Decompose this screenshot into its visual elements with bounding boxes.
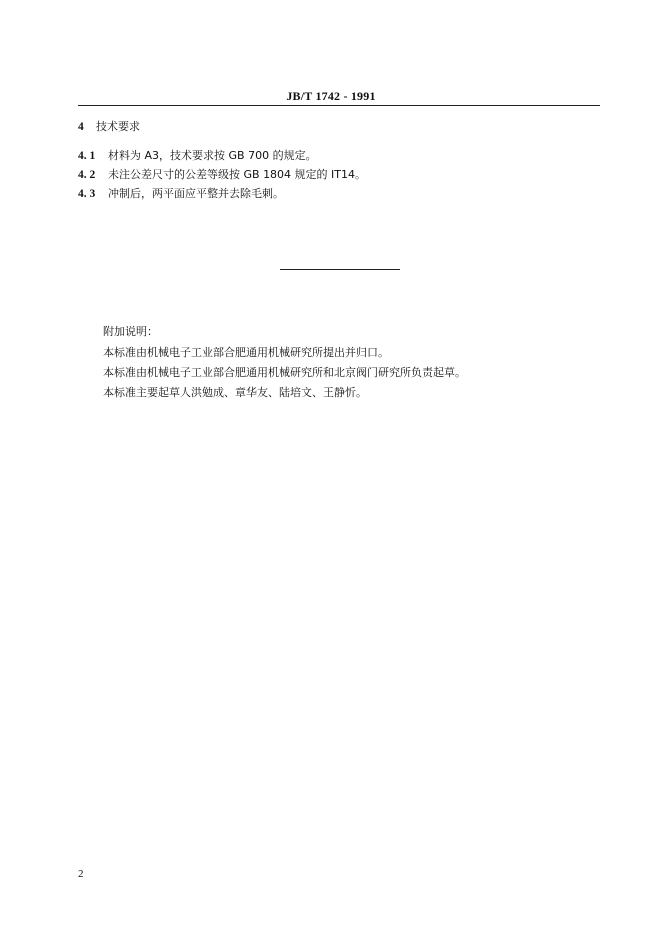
section-heading [78,119,140,134]
notes-line: 本标准由机械电子工业部合肥通用机械研究所和北京阀门研究所负责起草。 [103,366,466,379]
clause-4-1 [78,148,317,163]
notes-line: 本标准由机械电子工业部合肥通用机械研究所提出并归口。 [103,346,389,359]
clause-text: 材料为 A3，技术要求按 GB 700 的规定。 [108,149,317,162]
section-number: 4 [78,121,84,133]
page-number: 2 [78,868,84,880]
clause-number: 4. 3 [78,188,96,200]
clause-number: 4. 2 [78,169,96,181]
header-divider [78,105,600,106]
section-title: 技术要求 [96,120,140,133]
notes-heading: 附加说明： [103,325,158,338]
end-of-text-rule [280,269,400,270]
clause-text: 未注公差尺寸的公差等级按 GB 1804 规定的 IT14。 [108,168,367,181]
clause-text: 冲制后，两平面应平整并去除毛刺。 [108,187,284,200]
standard-code: JB/T 1742 - 1991 [286,89,376,103]
clause-4-2 [78,167,366,182]
clause-number: 4. 1 [78,150,96,162]
notes-line: 本标准主要起草人洪勉成、章华友、陆培文、王静忻。 [103,386,367,399]
clause-4-3 [78,186,284,201]
